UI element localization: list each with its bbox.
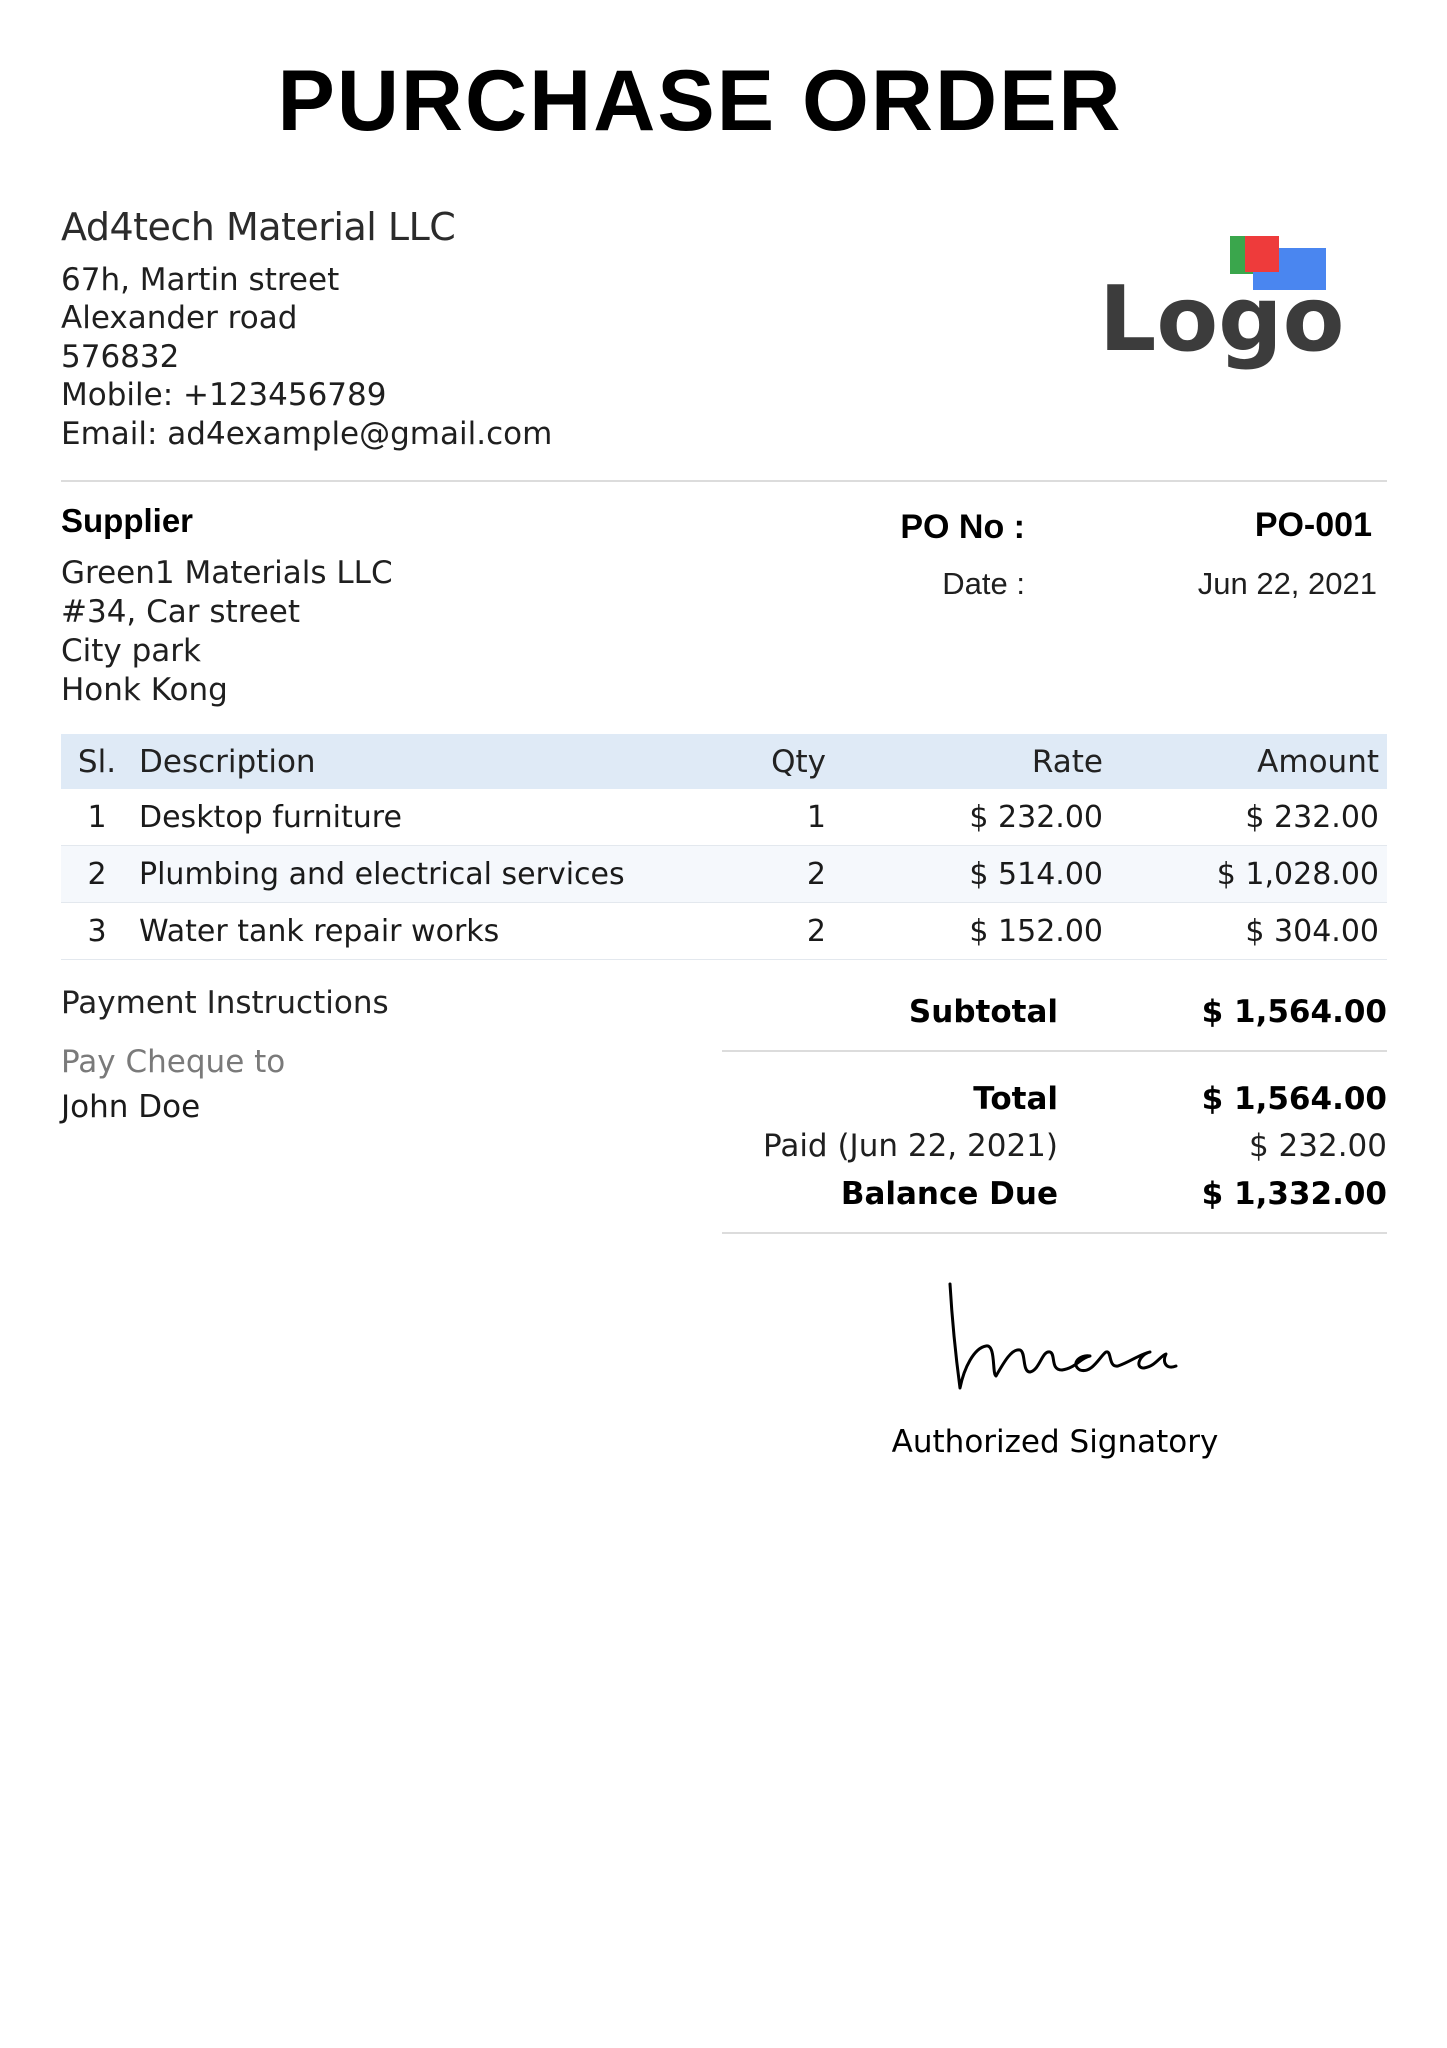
- row-amount: $ 232.00: [1113, 789, 1387, 846]
- table-header-row: [61, 734, 1387, 789]
- supplier-line2: City park: [61, 633, 201, 669]
- company-email: Email: ad4example@gmail.com: [61, 416, 553, 452]
- header-amount: Amount: [1113, 734, 1387, 789]
- po-number-label: PO No :: [900, 508, 1025, 546]
- supplier-name: Green1 Materials LLC: [61, 555, 393, 591]
- company-postal: 576832: [61, 339, 180, 375]
- company-address-line1: 67h, Martin street: [61, 262, 340, 298]
- row-description: Desktop furniture: [133, 789, 695, 846]
- header-description: Description: [133, 734, 695, 789]
- logo-text: Logo: [1099, 267, 1345, 372]
- row-qty: 1: [695, 789, 842, 846]
- row-rate: $ 152.00: [842, 903, 1113, 960]
- row-description: Water tank repair works: [133, 903, 695, 960]
- balance-due-label: Balance Due: [840, 1176, 1058, 1212]
- signature-image: [930, 1278, 1210, 1408]
- header-divider: [61, 480, 1387, 482]
- header-rate: Rate: [842, 734, 1113, 789]
- row-rate: $ 514.00: [842, 846, 1113, 903]
- po-number: PO-001: [1254, 506, 1372, 544]
- company-address-line2: Alexander road: [61, 300, 298, 336]
- po-date-label: Date :: [942, 566, 1025, 601]
- table-row: [61, 846, 1387, 903]
- balance-due-value: $ 1,332.00: [1201, 1176, 1387, 1212]
- company-name: Ad4tech Material LLC: [61, 205, 456, 249]
- payment-instructions-sub: Pay Cheque to: [61, 1044, 286, 1080]
- table-row: [61, 903, 1387, 960]
- header-sl: Sl.: [61, 734, 133, 789]
- totals-divider: [722, 1232, 1387, 1234]
- supplier-line1: #34, Car street: [61, 594, 301, 630]
- paid-label: Paid (Jun 22, 2021): [763, 1128, 1058, 1164]
- subtotal-divider: [722, 1050, 1387, 1052]
- payment-instructions-heading: Payment Instructions: [61, 985, 389, 1021]
- table-row: [61, 789, 1387, 846]
- po-date: Jun 22, 2021: [1197, 566, 1377, 601]
- document-title: PURCHASE ORDER: [277, 53, 1123, 149]
- company-mobile: Mobile: +123456789: [61, 377, 387, 413]
- subtotal-label: Subtotal: [908, 994, 1058, 1030]
- payment-payee-name: John Doe: [61, 1089, 201, 1125]
- row-sl: 1: [61, 789, 133, 846]
- row-description: Plumbing and electrical services: [133, 846, 695, 903]
- header-qty: Qty: [695, 734, 842, 789]
- row-amount: $ 1,028.00: [1113, 846, 1387, 903]
- subtotal-value: $ 1,564.00: [1201, 994, 1387, 1030]
- supplier-heading: Supplier: [61, 502, 194, 539]
- paid-value: $ 232.00: [1248, 1128, 1387, 1164]
- authorized-signatory-label: Authorized Signatory: [891, 1424, 1219, 1460]
- row-amount: $ 304.00: [1113, 903, 1387, 960]
- total-label: Total: [973, 1081, 1058, 1117]
- row-qty: 2: [695, 846, 842, 903]
- total-value: $ 1,564.00: [1201, 1081, 1387, 1117]
- supplier-line3: Honk Kong: [61, 672, 228, 708]
- row-sl: 2: [61, 846, 133, 903]
- row-rate: $ 232.00: [842, 789, 1113, 846]
- row-qty: 2: [695, 903, 842, 960]
- line-items-table: [61, 734, 1387, 960]
- row-sl: 3: [61, 903, 133, 960]
- company-logo: [1095, 232, 1345, 372]
